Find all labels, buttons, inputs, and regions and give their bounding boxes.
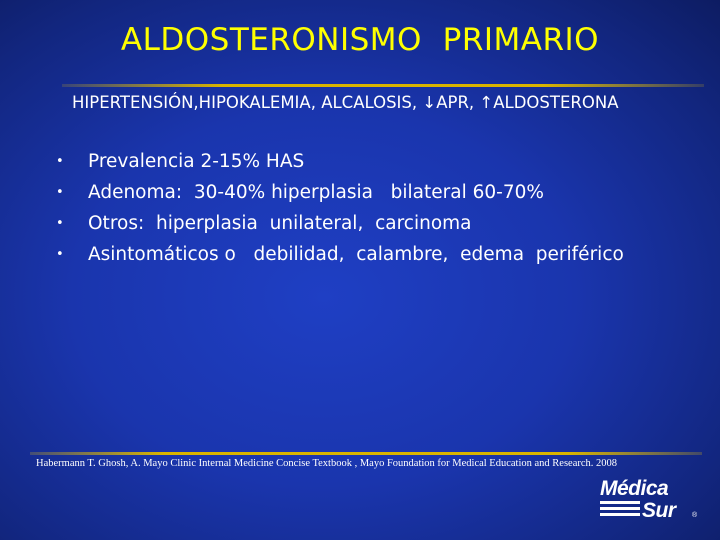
bullet-dot-icon: • <box>56 154 64 169</box>
bullet-text: Asintomáticos o debilidad, calambre, edema periférico <box>88 244 624 265</box>
logo-stripe <box>600 501 640 504</box>
subtitle-prefix: HIPERTENSIÓN,HIPOKALEMIA, ALCALOSIS, <box>72 93 423 112</box>
logo-line1: Médica <box>600 477 669 500</box>
reference-divider <box>30 452 702 455</box>
logo-stripe <box>600 507 640 510</box>
subtitle-apr: APR, <box>436 93 480 112</box>
title-divider <box>62 84 704 87</box>
bullet-item <box>56 148 624 179</box>
logo-registered-mark: ® <box>692 512 698 519</box>
up-arrow-icon: ↑ <box>479 93 494 112</box>
bullet-item <box>56 241 624 272</box>
bullet-dot-icon: • <box>56 185 64 200</box>
bullet-list <box>56 148 624 272</box>
bullet-text: Adenoma: 30-40% hiperplasia bilateral 60-70% <box>88 182 544 203</box>
slide-subtitle <box>72 93 618 112</box>
slide-title: ALDOSTERONISMO PRIMARIO <box>120 22 600 58</box>
reference-citation: Habermann T. Ghosh, A. Mayo Clinic Internal Medicine Concise Textbook , Mayo Foundation for Medical Education and Research. 2008 <box>36 458 618 469</box>
bullet-text: Otros: hiperplasia unilateral, carcinoma <box>88 213 472 234</box>
down-arrow-icon: ↓ <box>422 93 437 112</box>
bullet-dot-icon: • <box>56 247 64 262</box>
bullet-dot-icon: • <box>56 216 64 231</box>
logo-stripe <box>600 513 640 516</box>
bullet-text: Prevalencia 2-15% HAS <box>88 151 305 172</box>
bullet-item <box>56 210 624 241</box>
medica-sur-logo <box>596 476 704 520</box>
bullet-item <box>56 179 624 210</box>
subtitle-aldosterona: ALDOSTERONA <box>493 93 619 112</box>
logo-line2: Sur <box>642 499 676 520</box>
